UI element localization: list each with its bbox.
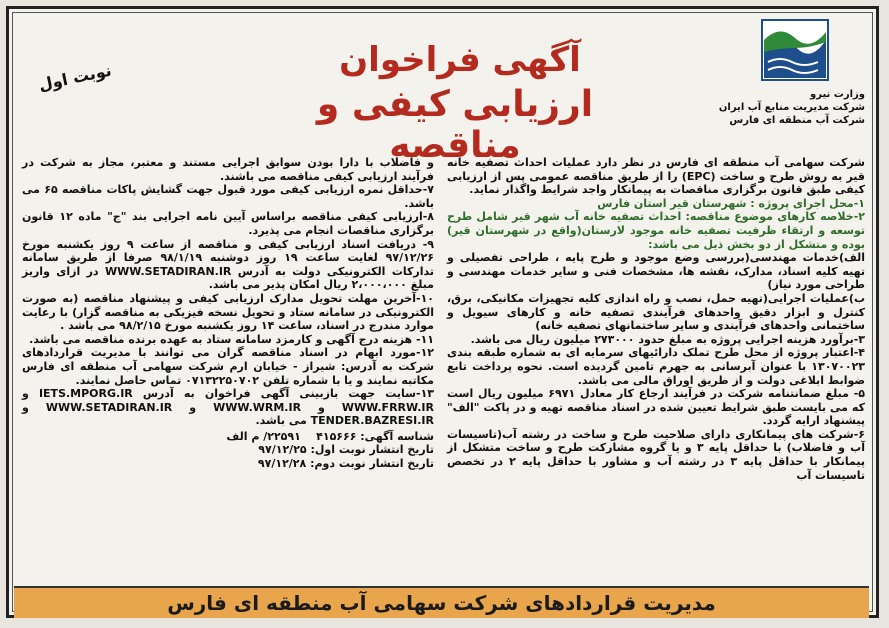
left-column [22,156,434,471]
ad-code: ۲۲۵۹۱/ م الف [226,429,301,443]
notice-subtitle: ارزیابی کیفی و مناقصه [316,84,594,166]
item-13: ۱۳-سایت جهت بازبینی آگهی فراخوان به آدرس IETS.MPORG.IR و WWW.FRRW.IR و WWW.WRM.IR و WWW.SETADIRAN.IR و TENDER.BAZRESI.IR می باشد. [22,387,434,428]
intro-paragraph: شرکت سهامی آب منطقه ای فارس در نظر دارد عملیات احداث تصفیه خانه قیر به روش طرح و ساخت (EPC) را از طریق مناقصه عمومی پس از ارزیابی کیفی طبق قانون برگزاری مناقصات به پیمانکار واجد شرایط واگذار نماید. [447,156,865,197]
item-7: ۷-حداقل نمره ارزیابی کیفی مورد قبول جهت گشایش پاکات مناقصه ۶۵ می باشد. [22,183,434,210]
notice-title: آگهی فراخوان [339,40,581,80]
item-10: ۱۰-آخرین مهلت تحویل مدارک ارزیابی کیفی و پیشنهاد مناقصه (به صورت الکترونیکی در سامانه ستاد و تحویل نسخه فیزیکی به مناقصه گزار) با رعایت موارد مندرج در اسناد، ساعت ۱۴ روز یکشنبه مورخ ۹۸/۲/۱۵ می باشد . [22,291,434,333]
footer-banner: مدیریت قراردادهای شرکت سهامی آب منطقه ای فارس [14,586,869,618]
ministry-name: وزارت نیرو [810,89,865,100]
round-label: نوبت اول [36,60,114,95]
item-2b: ب)عملیات اجرایی(تهیه حمل، نصب و راه اندازی کلیه تجهیزات مکانیکی، برق، کنترل و ابزار دقیق واحدهای فرآیندی تصفیه خانه و کارهای سیویل و ساختمانی واحدهای فرآیندی و سایر ساختمانهای تصفیه خانه) [447,291,865,333]
date-first: تاریخ انتشار نوبت اول: ۹۷/۱۲/۲۵ [258,443,434,457]
company-name-1: شرکت مدیریت منابع آب ایران [718,102,865,113]
item-12: ۱۲-مورد ابهام در اسناد مناقصه گران می توانند با مدیریت قراردادهای شرکت به آدرس: شیراز - خیابان ارم شرکت سهامی آب منطقه ای فارس مکاتبه نمایند و یا با شماره تلفن ۰۷۱۳۲۲۵۰۷۰۲ تماس حاصل نمایند. [22,346,434,387]
item-2: ۲-خلاصه کارهای موضوع مناقصه: احداث تصفیه خانه آب شهر قیر شامل طرح توسعه و ارتقاء ظرفیت تصفیه خانه موجود لارستان(واقع در شهرستان قیر) بوده و متشکل از دو بخش ذیل می باشد: [447,210,865,251]
item-2a: الف)خدمات مهندسی(بررسی وضع موجود و طرح پایه ، طراحی تفصیلی و تهیه کلیه اسناد، مدارک، نقشه ها، مشخصات فنی و سایر خدمات مهندسی و طراحی مورد نیاز) [447,251,865,292]
item-6: ۶-شرکت های پیمانکاری دارای صلاحیت طرح و ساخت در رشته آب(تاسیسات آب و فاضلاب) با حداقل پایه ۳ و یا گروه مشارکت طرح و ساخت متشکل از پیمانکار با حداقل پایه ۳ در رشته آب و مشاور با حداقل پایه ۲ در تخصص تاسیسات آب [447,427,865,482]
item-3: ۳-برآورد هزینه اجرایی پروژه به مبلغ حدود ۲۷۳۰۰۰ میلیون ریال می باشد. [470,332,865,346]
date-second: تاریخ انتشار نوبت دوم: ۹۷/۱۲/۲۸ [257,457,434,471]
right-column [447,156,865,482]
publication-info [22,430,434,471]
company-name-2: شرکت آب منطقه ای فارس [729,115,865,126]
item-1: ۱-محل اجرای پروژه : شهرستان قیر استان فارس [597,196,865,210]
item-4: ۴-اعتبار پروژه از محل طرح تملک دارائیهای سرمایه ای به شماره طبقه بندی ۱۳۰۷۰۰۲۳ با عنوان آبرسانی به جهرم تامین گردیده است. نحوه پرداخت تابع ضوابط ابلاغی دولت و از طریق اوراق مالی می باشد. [447,346,865,387]
water-company-logo-icon [760,18,830,82]
item-9: ۹- دریافت اسناد ارزیابی کیفی و مناقصه از ساعت ۹ روز یکشنبه مورخ ۹۷/۱۲/۲۶ لغایت ساعت ۱۹ روز دوشنبه ۹۸/۱/۱۹ صرفا از طریق سامانه تدارکات الکترونیکی دولت به آدرس WWW.SETADIRAN.IR در ازای واریز مبلغ ۲،۰۰۰،۰۰۰ ریال امکان پذیر می باشد. [22,237,434,292]
item-8: ۸-ارزیابی کیفی مناقصه براساس آیین نامه اجرایی بند "ج" ماده ۱۲ قانون برگزاری مناقصات انجام می پذیرد. [22,210,435,237]
item-5: ۵- مبلغ ضمانتنامه شرکت در فرآیند ارجاع کار معادل ۶۹۷۱ میلیون ریال است که می بایست طبق شرایط تعیین شده در اسناد مناقصه تهیه و در پاکت "الف" پیشنهاد ارایه گردد. [447,387,865,428]
item-6-continued: و فاضلاب با دارا بودن سوابق اجرایی مستند و معتبر، مجاز به شرکت در فرآیند ارزیابی کیفی مناقصه می باشند. [22,156,434,183]
ad-id: شناسه آگهی: ۴۱۵۶۶۶ [316,429,434,443]
organization-block [695,88,865,127]
item-11: ۱۱- هزینه درج آگهی و کارمزد سامانه ستاد به عهده برنده مناقصه می باشد. [29,332,434,346]
